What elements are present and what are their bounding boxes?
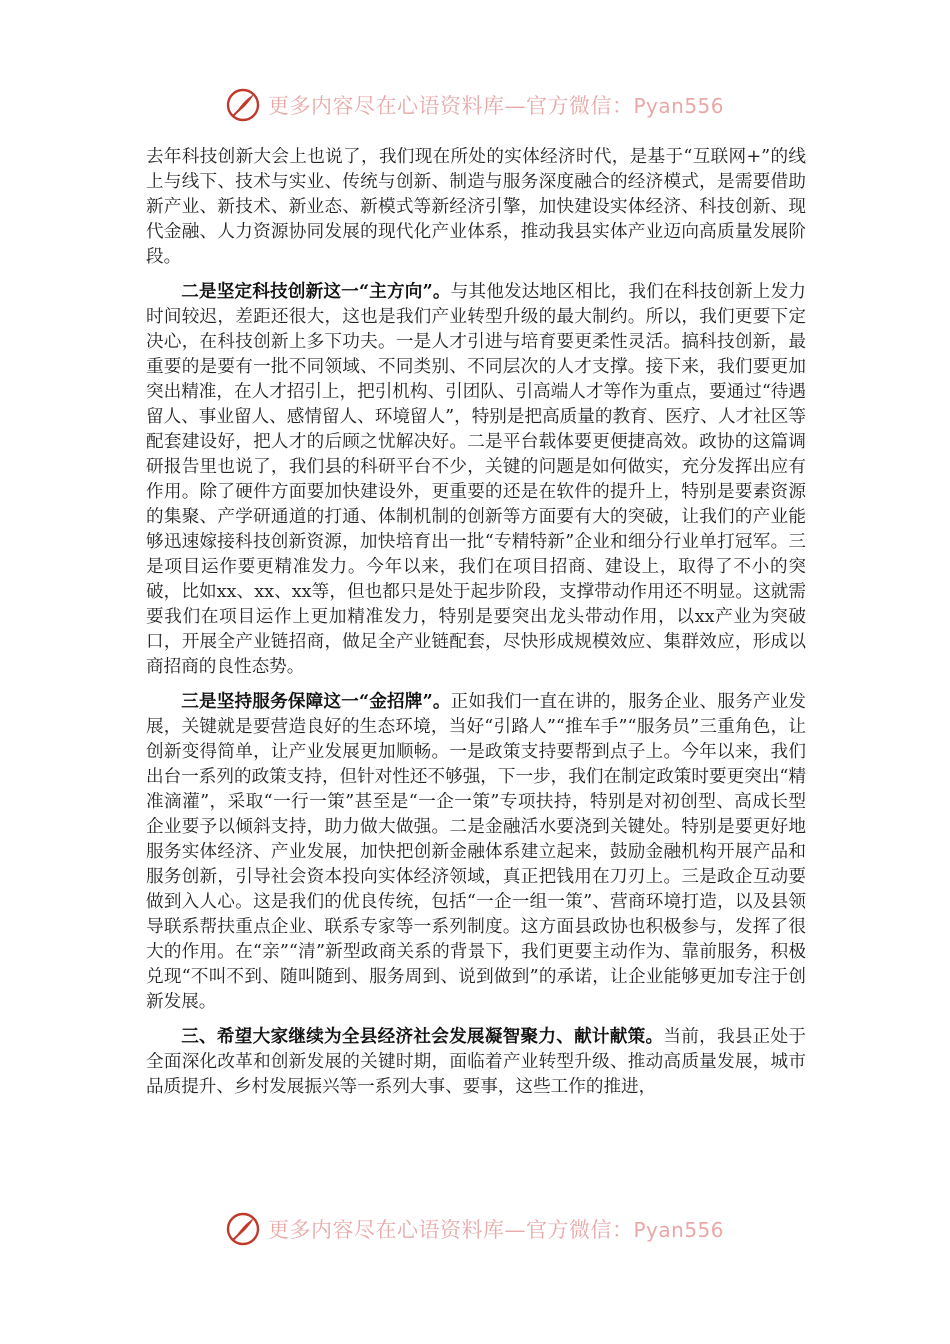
paragraph-1-body: 去年科技创新大会上也说了，我们现在所处的实体经济时代，是基于“互联网+”的线上与线下、技术与实业、传统与创新、制造与服务深度融合的经济模式，是需要借助新产业、新技术、新业态、新模式等新经济引擎，加快建设实体经济、科技创新、现代金融、人力资源协同发展的现代化产业体系，推动我县实体产业迈向高质量发展阶段。 xyxy=(146,147,806,267)
document-body xyxy=(146,145,806,1109)
paragraph-3-body: 正如我们一直在讲的，服务企业、服务产业发展，关键就是要营造良好的生态环境，当好“引路人”“推车手”“服务员”三重角色，让创新变得简单，让产业发展更加顺畅。一是政策支持要帮到点子上。今年以来，我们出台一系列的政策支持，但针对性还不够强，下一步，我们在制定政策时要更突出“精准滴灌”，采取“一行一策”甚至是“一企一策”专项扶持，特别是对初创型、高成长型企业要予以倾斜支持，助力做大做强。二是金融活水要浇到关键处。特别是要更好地服务实体经济、产业发展，加快把创新金融体系建立起来，鼓励金融机构开展产品和服务创新，引导社会资本投向实体经济领域，真正把钱用在刀刃上。三是政企互动要做到入人心。这是我们的优良传统，包括“一企一组一策”、营商环境打造，以及县领导联系帮扶重点企业、联系专家等一系列制度。这方面县政协也积极参与，发挥了很大的作用。在“亲”“清”新型政商关系的背景下，我们更要主动作为、靠前服务，积极兑现“不叫不到、随叫随到、服务周到、说到做到”的承诺，让企业能够更加专注于创新发展。 xyxy=(146,692,806,1012)
paragraph-4 xyxy=(146,1024,806,1100)
header-banner-text: 更多内容尽在心语资料库—官方微信：Pyan556 xyxy=(268,94,725,118)
paragraph-2-body: 与其他发达地区相比，我们在科技创新上发力时间较迟，差距还很大，这也是我们产业转型升级的最大制约。所以，我们更要下定决心，在科技创新上多下功夫。一是人才引进与培育要更柔性灵活。搞科技创新，最重要的是要有一批不同领域、不同类别、不同层次的人才支撑。接下来，我们要更加突出精准，在人才招引上，把引机构、引团队、引高端人才等作为重点，要通过“待遇留人、事业留人、感情留人、环境留人”，特别是把高质量的教育、医疗、人才社区等配套建设好，把人才的后顾之忧解决好。二是平台载体要更便捷高效。政协的这篇调研报告里也说了，我们县的科研平台不少，关键的问题是如何做实，充分发挥出应有作用。除了硬件方面要加快建设外，更重要的还是在软件的提升上，特别是要素资源的集聚、产学研通道的打通、体制机制的创新等方面要有大的突破，让我们的产业能够迅速嫁接科技创新资源，加快培育出一批“专精特新”企业和细分行业单打冠军。三是项目运作要更精准发力。今年以来，我们在项目招商、建设上，取得了不小的突破，比如xx、xx、xx等，但也都只是处于起步阶段，支撑带动作用还不明显。这就需要我们在项目运作上更加精准发力，特别是要突出龙头带动作用，以xx产业为突破口，开展全产业链招商，做足全产业链配套，尽快形成规模效应、集群效应，形成以商招商的良性态势。 xyxy=(146,282,806,677)
footer-banner xyxy=(226,1207,726,1251)
paragraph-2 xyxy=(146,279,806,680)
paragraph-3-heading: 三是坚持服务保障这一“金招牌”。 xyxy=(181,691,451,712)
header-banner-handle: Pyan556 xyxy=(633,94,725,118)
quill-logo-icon xyxy=(226,88,260,122)
quill-logo-icon xyxy=(226,1212,260,1246)
paragraph-1 xyxy=(146,145,806,270)
paragraph-3 xyxy=(146,689,806,1015)
paragraph-2-heading: 二是坚定科技创新这一“主方向”。 xyxy=(181,281,451,302)
paragraph-4-body: 当前，我县正处于全面深化改革和创新发展的关键时期，面临着产业转型升级、推动高质量发展，城市品质提升、乡村发展振兴等一系列大事、要事，这些工作的推进， xyxy=(146,1027,806,1097)
paragraph-4-heading: 三、希望大家继续为全县经济社会发展凝智聚力、献计献策。 xyxy=(181,1026,664,1047)
footer-banner-handle: Pyan556 xyxy=(633,1218,725,1242)
footer-banner-text: 更多内容尽在心语资料库—官方微信：Pyan556 xyxy=(268,1218,725,1242)
header-banner xyxy=(226,83,726,127)
